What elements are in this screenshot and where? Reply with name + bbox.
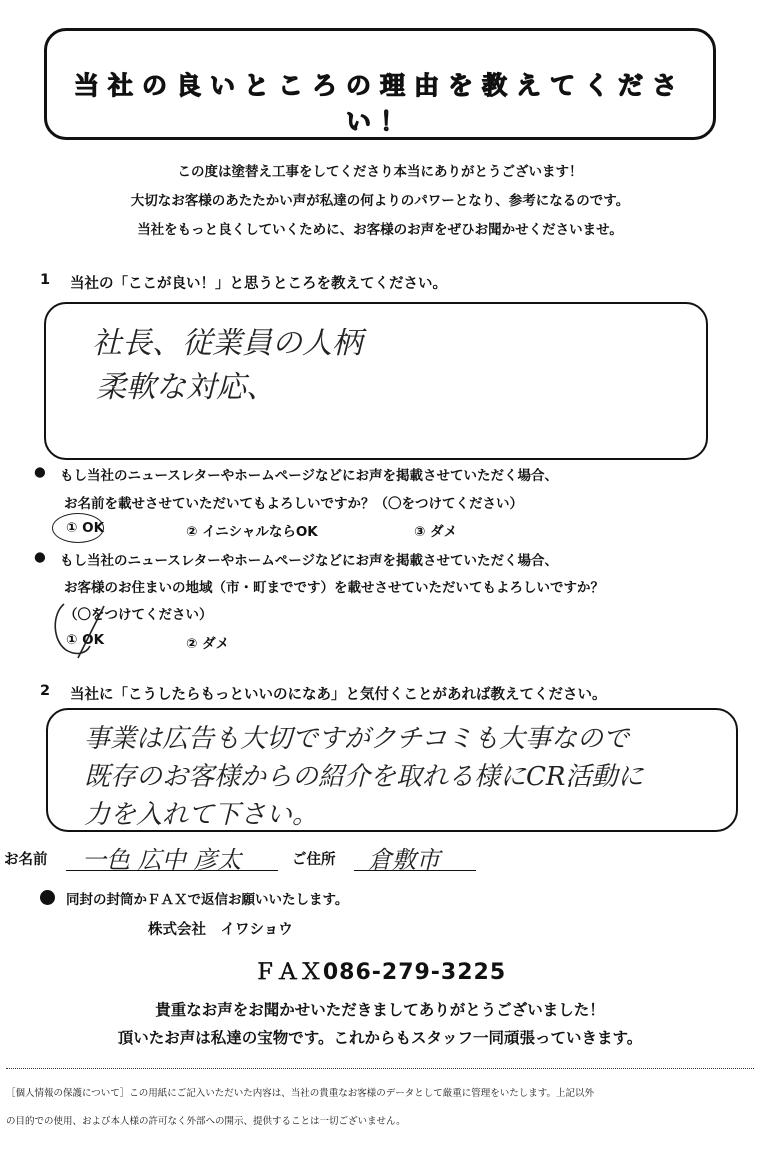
consent-1-line-2: お名前を載せさせていただいてもよろしいですか？（〇をつけてください） (64, 496, 523, 512)
consent-1-line-1: もし当社のニュースレターやホームページなどにお声を掲載させていただく場合、 (60, 468, 559, 484)
consent-2-line-2: お客様のお住まいの地域（市・町までです）を載せさせていただいてもよろしいですか？ (64, 580, 604, 596)
selection-circle-mark (52, 513, 104, 543)
address-label: ご住所 (292, 852, 336, 868)
privacy-line-2: の目的での使用、および本人様の許可なく外部への開示、提供することは一切ございません。 (6, 1116, 406, 1127)
bullet-icon: ● (34, 549, 46, 565)
address-value[interactable]: 倉敷市 (368, 846, 440, 874)
dotted-divider (6, 1068, 754, 1069)
bullet-icon: ● (34, 464, 46, 480)
name-value[interactable]: 一色 広中 彦太 (82, 846, 242, 874)
return-note: 同封の封筒かＦＡＸで返信お願いいたします。 (66, 892, 349, 908)
selection-circle-mark (50, 596, 112, 662)
company-name: 株式会社 イワショウ (148, 922, 293, 938)
intro-line-1: この度は塗替え工事をしてくださり本当にありがとうございます！ (177, 164, 583, 180)
envelope-bullet-icon (40, 890, 55, 905)
consent-1-option-ok[interactable]: ① OK (66, 520, 105, 536)
consent-2-option-no[interactable]: ② ダメ (186, 636, 230, 652)
consent-2-line-3: （〇をつけてください） (64, 607, 213, 623)
intro-line-3: 当社をもっと良くしていくために、お客様のお声をぜひお聞かせくださいませ。 (137, 222, 623, 238)
page-title: 当社の良いところの理由を教えてください！ (73, 71, 686, 136)
consent-2-option-ok[interactable]: ① OK (66, 632, 105, 648)
name-label: お名前 (4, 852, 48, 868)
consent-2-line-1: もし当社のニュースレターやホームページなどにお声を掲載させていただく場合、 (60, 553, 559, 569)
question-1-number: 1 (40, 272, 51, 288)
question-2-number: 2 (40, 683, 51, 699)
question-2-text: 当社に「こうしたらもっといいのになあ」と気付くことがあれば教えてください。 (70, 687, 607, 703)
answer-1-line-1: 社長、従業員の人柄 (92, 326, 362, 361)
question-1-text: 当社の「ここが良い！」と思うところを教えてください。 (70, 276, 447, 292)
answer-1-line-2: 柔軟な対応、 (96, 370, 276, 405)
consent-1-option-no[interactable]: ③ ダメ (414, 524, 458, 540)
intro-line-2: 大切なお客様のあたたかい声が私達の何よりのパワーとなり、参考になるのです。 (130, 193, 630, 209)
answer-2-line-2: 既存のお客様からの紹介を取れる様にCR活動に (84, 762, 644, 792)
thanks-line-2: 頂いたお声は私達の宝物です。これからもスタッフ一同頑張っていきます。 (117, 1029, 643, 1047)
thanks-line-1: 貴重なお声をお聞かせいただきましてありがとうございました！ (155, 1001, 605, 1019)
fax-number: ＦＡＸ086-279-3225 (253, 960, 507, 985)
consent-1-option-initials[interactable]: ② イニシャルならOK (186, 524, 318, 540)
privacy-line-1: ［個人情報の保護について］この用紙にご記入いただいた内容は、当社の貴重なお客様のデータとして厳重に管理をいたします。上記以外 (6, 1088, 595, 1099)
answer-2-line-1: 事業は広告も大切ですがクチコミも大事なので (84, 724, 629, 754)
answer-2-line-3: 力を入れて下さい。 (84, 800, 319, 830)
